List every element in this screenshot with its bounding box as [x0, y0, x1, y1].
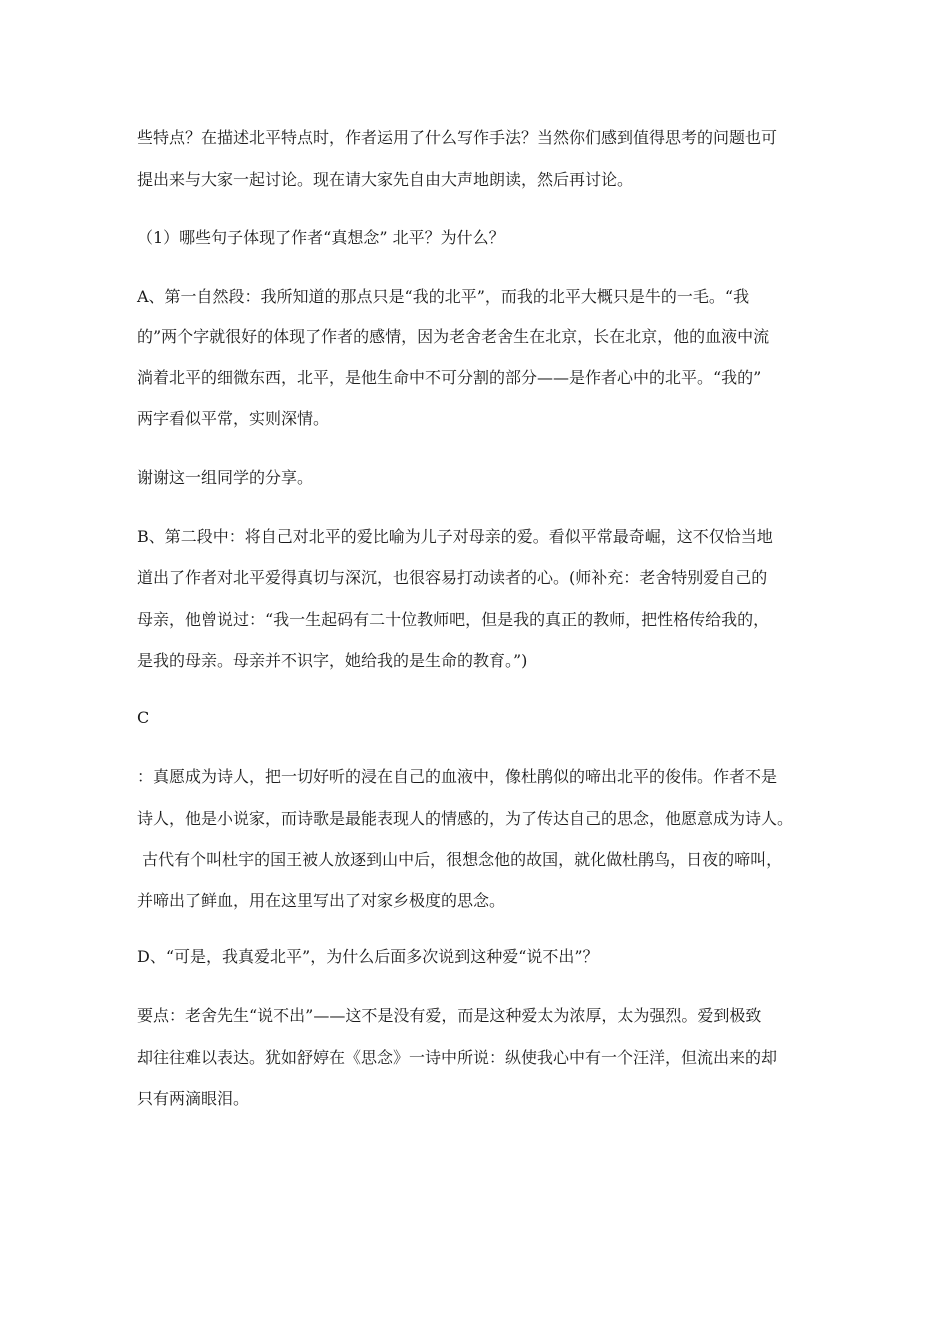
- text-line: 道出了作者对北平爱得真切与深沉，也很容易打动读者的心。(师补充：老舍特别爱自己的: [137, 568, 768, 587]
- text-line: 诗人，他是小说家，而诗歌是最能表现人的情感的，为了传达自己的思念，他愿意成为诗人。: [137, 809, 794, 828]
- text-line: 的”两个字就很好的体现了作者的感情，因为老舍老舍生在北京，长在北京，他的血液中流: [137, 327, 770, 346]
- text-line: C: [137, 708, 150, 727]
- text-line: ：真愿成为诗人，把一切好听的浸在自己的血液中，像杜鹃似的啼出北平的俊伟。作者不是: [137, 767, 778, 786]
- text-line: 古代有个叫杜宇的国王被人放逐到山中后，很想念他的故国，就化做杜鹃鸟，日夜的啼叫，: [137, 850, 783, 869]
- text-line: 却往往难以表达。犹如舒婷在《思念》一诗中所说：纵使我心中有一个汪洋，但流出来的却: [137, 1048, 778, 1067]
- text-line: 母亲，他曾说过：“我一生起码有二十位教师吧，但是我的真正的教师，把性格传给我的，: [137, 610, 770, 629]
- text-line: 些特点？在描述北平特点时，作者运用了什么写作手法？当然你们感到值得思考的问题也可: [137, 128, 778, 147]
- text-line: 并啼出了鲜血，用在这里写出了对家乡极度的思念。: [137, 891, 506, 910]
- text-line: 是我的母亲。母亲并不识字，她给我的是生命的教育。”): [137, 651, 528, 670]
- text-line: 淌着北平的细微东西，北平，是他生命中不可分割的部分——是作者心中的北平。“我的”: [137, 368, 762, 387]
- text-line: B、第二段中：将自己对北平的爱比喻为儿子对母亲的爱。看似平常最奇崛，这不仅恰当地: [137, 527, 773, 546]
- text-line: 提出来与大家一起讨论。现在请大家先自由大声地朗读，然后再讨论。: [137, 170, 634, 189]
- text-line: 两字看似平常，实则深情。: [137, 409, 330, 428]
- text-line: A、第一自然段：我所知道的那点只是“我的北平”，而我的北平大概只是牛的一毛。“我: [137, 287, 750, 306]
- text-line: 只有两滴眼泪。: [137, 1089, 250, 1108]
- text-line: 谢谢这一组同学的分享。: [137, 468, 314, 487]
- text-line: D、“可是，我真爱北平”，为什么后面多次说到这种爱“说不出”？: [137, 947, 599, 966]
- text-line: （1）哪些句子体现了作者“真想念” 北平？为什么？: [137, 228, 505, 247]
- text-line: 要点：老舍先生“说不出”——这不是没有爱，而是这种爱太为浓厚，太为强烈。爱到极致: [137, 1006, 762, 1025]
